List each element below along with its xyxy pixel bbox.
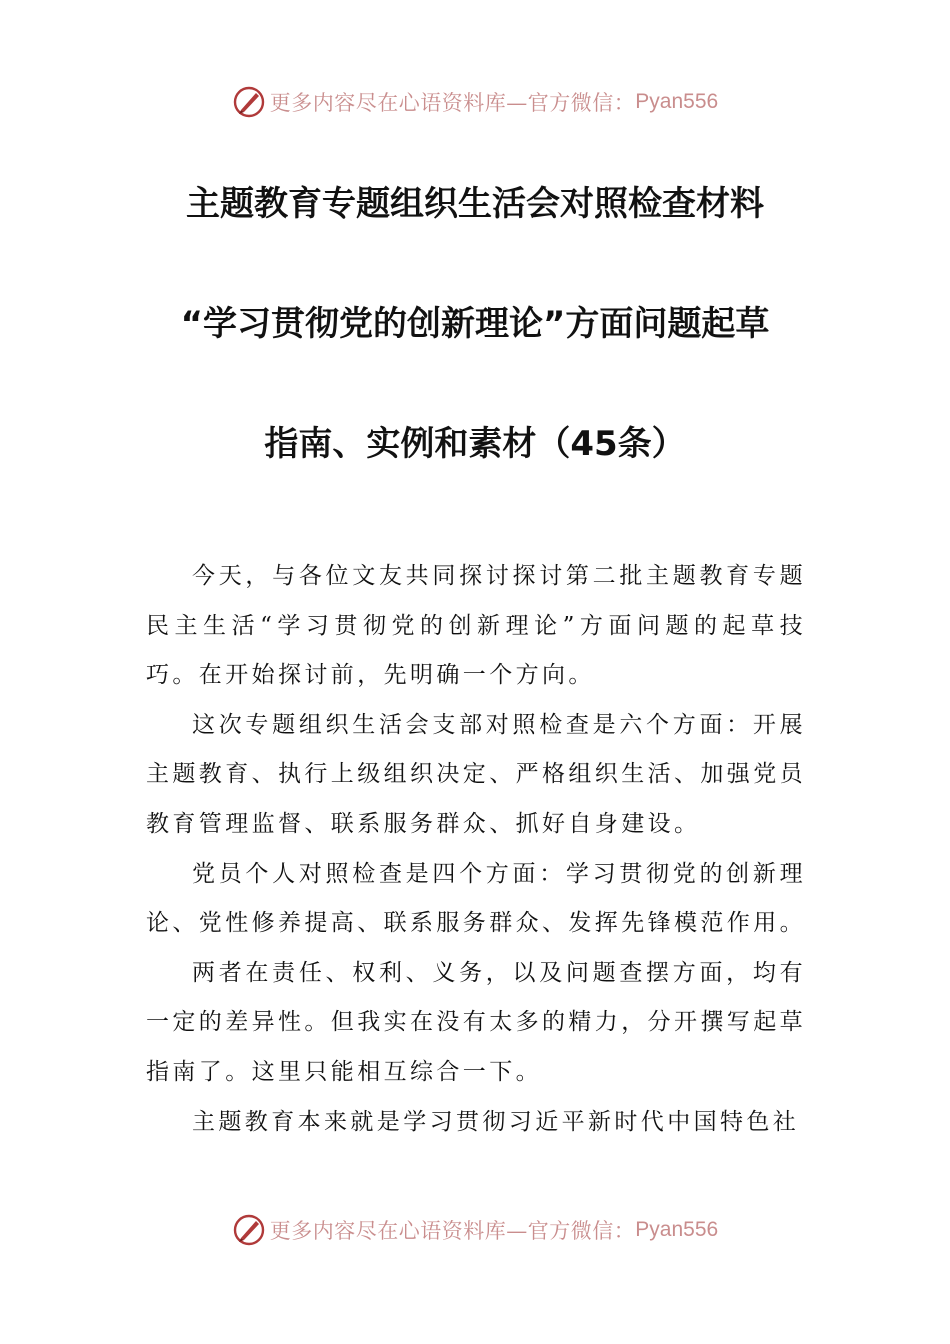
footer-banner-text: 更多内容尽在心语资料库—官方微信：	[269, 1219, 636, 1243]
header-banner-id: Pyan556	[635, 90, 719, 113]
document-body	[146, 552, 806, 1147]
paragraph: 主题教育本来就是学习贯彻习近平新时代中国特色社	[192, 1108, 800, 1135]
footer-banner-id: Pyan556	[635, 1218, 719, 1241]
pen-circle-logo-icon	[232, 85, 266, 119]
header-banner-text: 更多内容尽在心语资料库—官方微信：	[269, 91, 636, 115]
header-banner	[0, 82, 950, 122]
footer-banner	[0, 1210, 950, 1250]
pen-circle-logo-icon	[232, 1213, 266, 1247]
paragraph: 两者在责任、权利、义务，以及问题查摆方面，均有一定的差异性。但我实在没有太多的精力，分开撰写起草指南了。这里只能相互综合一下。	[146, 959, 806, 1085]
title-line-3: 指南、实例和素材（45条）	[264, 424, 686, 464]
paragraph: 这次专题组织生活会支部对照检查是六个方面：开展主题教育、执行上级组织决定、严格组织生活、加强党员教育管理监督、联系服务群众、抓好自身建设。	[146, 711, 806, 837]
title-line-1: 主题教育专题组织生活会对照检查材料	[186, 184, 764, 224]
title-line-2: “学习贯彻党的创新理论”方面问题起草	[180, 304, 770, 344]
paragraph: 党员个人对照检查是四个方面：学习贯彻党的创新理论、党性修养提高、联系服务群众、发挥先锋模范作用。	[146, 860, 806, 937]
paragraph: 今天，与各位文友共同探讨探讨第二批主题教育专题民主生活“学习贯彻党的创新理论”方面问题的起草技巧。在开始探讨前，先明确一个方向。	[146, 563, 806, 689]
